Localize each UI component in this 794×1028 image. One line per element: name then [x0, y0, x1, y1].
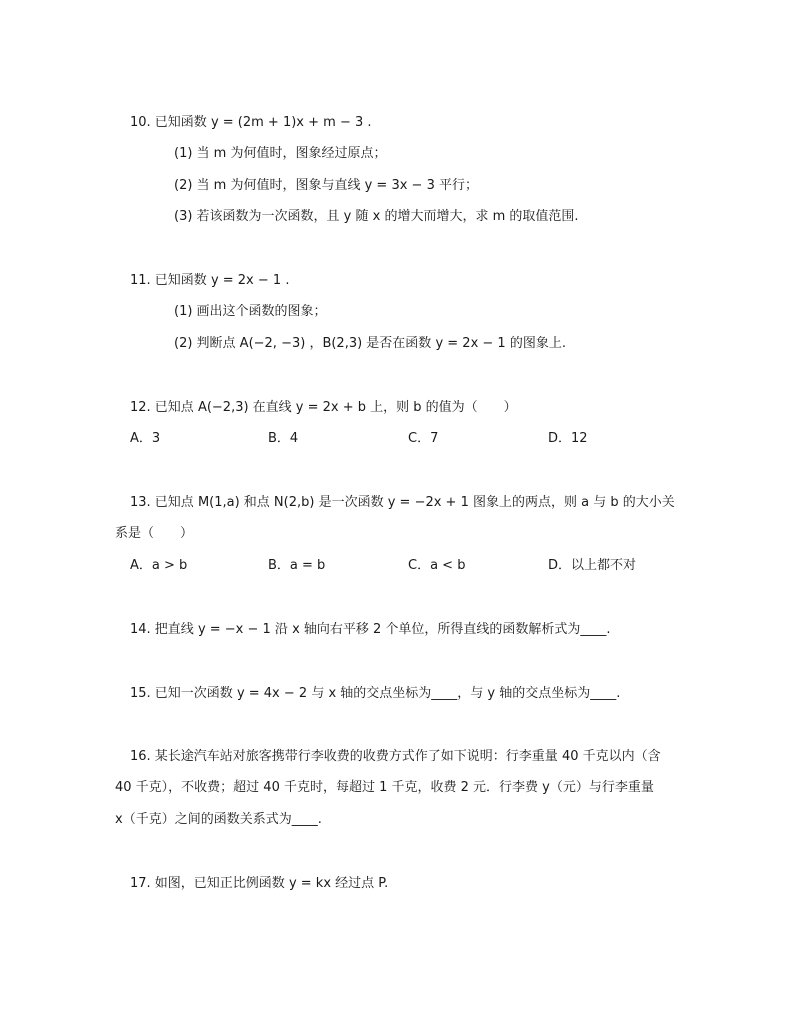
q12-option-a: A．3 [130, 431, 161, 446]
q16-line-1: 16. 某长途汽车站对旅客携带行李收费的收费方式作了如下说明：行李重量 40 千克以内（含 [130, 749, 661, 764]
q12-option-b: B．4 [268, 431, 299, 446]
q16-line-3: x（千克）之间的函数关系式为____. [115, 812, 322, 827]
q10-part-2: (2) 当 m 为何值时，图象与直线 y = 3x − 3 平行； [174, 178, 478, 193]
q10-stem: 10. 已知函数 y = (2m + 1)x + m − 3 . [130, 115, 372, 130]
q13-option-b: B．a = b [268, 558, 326, 573]
q16-line-2: 40 千克），不收费；超过 40 千克时，每超过 1 千克，收费 2 元．行李费 y（元）与行李重量 [115, 780, 654, 795]
q10-part-3: (3) 若该函数为一次函数，且 y 随 x 的增大而增大，求 m 的取值范围. [174, 209, 579, 224]
q11-stem: 11. 已知函数 y = 2x − 1 . [130, 273, 290, 288]
q12-option-d: D．12 [548, 431, 588, 446]
q11-part-2: (2) 判断点 A(−2, −3) ，B(2,3) 是否在函数 y = 2x − 1 的图象上. [174, 336, 566, 351]
q12-stem: 12. 已知点 A(−2,3) 在直线 y = 2x + b 上，则 b 的值为（ ） [130, 400, 517, 415]
q13-stem-line-2: 系是（ ） [115, 526, 194, 541]
q17-stem: 17. 如图，已知正比例函数 y = kx 经过点 P. [130, 876, 389, 891]
q12-option-c: C．7 [408, 431, 439, 446]
q13-option-d: D．以上都不对 [548, 558, 637, 573]
q11-part-1: (1) 画出这个函数的图象； [174, 304, 327, 319]
q14-stem: 14. 把直线 y = −x − 1 沿 x 轴向右平移 2 个单位，所得直线的函数解析式为____. [130, 622, 611, 637]
q15-stem: 15. 已知一次函数 y = 4x − 2 与 x 轴的交点坐标为____，与 y 轴的交点坐标为____. [130, 686, 621, 701]
q10-part-1: (1) 当 m 为何值时，图象经过原点； [174, 146, 387, 161]
q13-option-a: A．a > b [130, 558, 188, 573]
q13-option-c: C．a < b [408, 558, 466, 573]
q13-stem-line-1: 13. 已知点 M(1,a) 和点 N(2,b) 是一次函数 y = −2x + 1 图象上的两点，则 a 与 b 的大小关 [130, 495, 675, 510]
